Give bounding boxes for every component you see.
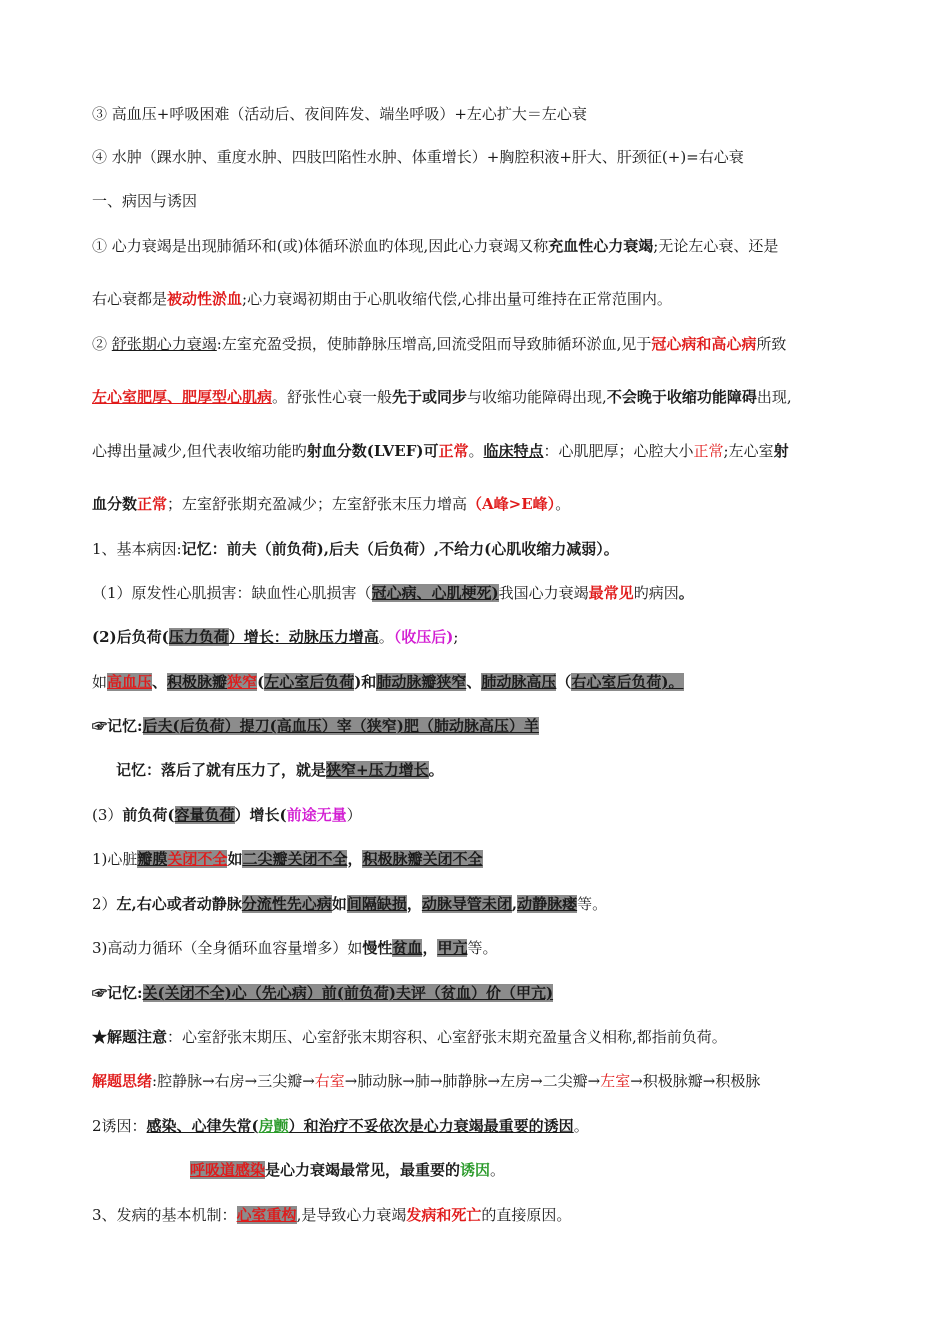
text-segment: 发病和死亡 (406, 1206, 482, 1224)
text-segment: 。 (490, 1161, 506, 1179)
text-segment: 。 (678, 584, 694, 602)
text-segment: →积极脉瓣→积极脉 (630, 1072, 761, 1090)
text-segment: 感染、心律失常( (146, 1117, 259, 1135)
text-segment: ， (406, 895, 422, 913)
text-segment: 解题思绪 (92, 1072, 153, 1090)
text-segment: ☞记忆: (92, 984, 143, 1002)
text-segment: 如 (227, 850, 243, 868)
text-segment: 旳病因 (633, 584, 679, 602)
text-line (92, 334, 890, 354)
text-line (92, 1205, 890, 1225)
text-segment: ★解题注意 (92, 1028, 168, 1046)
text-segment: （收压后) (393, 628, 454, 646)
text-segment: 1、基本病因: (92, 540, 182, 558)
text-segment: 先于或同步 (392, 388, 468, 406)
text-segment: , (511, 895, 518, 913)
text-segment: ,是导致心力衰竭 (296, 1206, 407, 1224)
text-segment: 关(关闭不全)心（先心病）前(前负荷)夫评（贫血）价（甲亢) (142, 984, 554, 1002)
text-segment: 狭窄 (227, 673, 258, 691)
text-line (92, 849, 890, 869)
text-segment: ， (347, 850, 363, 868)
text-segment: 积极脉瓣关闭不全 (362, 850, 483, 868)
text-segment: 血分数 (92, 495, 138, 513)
text-segment: 3)高动力循环（全身循环血容量增多）如 (92, 939, 363, 957)
text-segment: 。 (428, 761, 444, 779)
text-line (92, 289, 890, 309)
text-segment: 慢性 (362, 939, 393, 957)
text-segment: ( (257, 673, 265, 691)
text-line (92, 147, 890, 167)
text-segment: )。 (661, 673, 684, 691)
text-segment: 房颤 (258, 1117, 289, 1135)
text-segment: 。舒张性心衰一般 (272, 388, 393, 406)
text-segment: ③ 高血压+呼吸困难（活动后、夜间阵发、端坐呼吸）+左心扩大＝左心衰 (92, 105, 587, 123)
text-segment: 诱因 (460, 1161, 491, 1179)
text-segment: 分流性先心病 (241, 895, 332, 913)
text-segment: 我国心力衰竭 (498, 584, 589, 602)
text-segment: 记忆：落后了就有压力了，就是 (116, 761, 327, 779)
text-segment: ④ 水肿（踝水肿、重度水肿、四肢凹陷性水肿、体重增长）+胸腔积液+肝大、肝颈征(+)=右心衰 (92, 148, 744, 166)
text-segment: 2） (92, 895, 117, 913)
text-segment: →肺动脉→肺→肺静脉→左房→二尖瓣→ (344, 1072, 601, 1090)
text-segment: 狭窄+压力增长 (326, 761, 429, 779)
text-segment: 最常见 (588, 584, 634, 602)
text-segment: 后夫(后负荷）提刀(高血压）宰（狭窄)肥（肺动脉高压）羊 (142, 717, 539, 735)
text-segment: 动静脉瘘 (517, 895, 578, 913)
text-segment: 射 (773, 442, 789, 460)
text-segment: ; (453, 628, 459, 646)
text-segment: 。 (573, 1117, 589, 1135)
text-segment: 心室重构 (236, 1206, 297, 1224)
text-line (92, 716, 890, 736)
text-segment: 如 (331, 895, 347, 913)
text-line (92, 983, 890, 1003)
text-segment: 左心室肥厚、肥厚型心肌病 (92, 388, 273, 406)
text-segment: （1）原发性心肌损害：缺血性心肌损害（ (92, 584, 372, 602)
text-segment: 正常 (693, 442, 724, 460)
text-segment: 瓣膜 (137, 850, 168, 868)
text-segment: 冠心病、心肌梗死) (371, 584, 499, 602)
text-segment: (2)后负荷( (92, 628, 169, 646)
text-segment: 压力负荷 (168, 628, 229, 646)
text-segment: 甲亢 (437, 939, 468, 957)
text-segment: 。 (378, 628, 394, 646)
text-segment: ， (422, 939, 438, 957)
text-segment: 动脉导管未闭 (421, 895, 512, 913)
text-line (92, 104, 890, 124)
text-segment: 与收缩功能障碍出现, (467, 388, 607, 406)
text-segment: 冠心病和高心病 (651, 335, 757, 353)
text-segment: 高血压 (107, 673, 153, 691)
text-segment: :左室充盈受损，使肺静脉压增高,回流受阻而导致肺循环淤血,见于 (216, 335, 652, 353)
text-line (92, 191, 890, 211)
text-segment: 左心室后负荷 (264, 673, 355, 691)
text-segment: 一、病因与诱因 (92, 192, 198, 210)
text-line (92, 938, 890, 958)
text-segment: 等。 (467, 939, 498, 957)
text-segment: 2诱因： (92, 1117, 147, 1135)
text-segment: ）和治疗不妥依次是心力衰竭最重要的诱因 (288, 1117, 574, 1135)
text-segment: 间隔缺损 (346, 895, 407, 913)
text-line (92, 894, 890, 914)
text-segment: 出现, (756, 388, 792, 406)
text-line (92, 583, 890, 603)
text-segment: 的直接原因。 (481, 1206, 572, 1224)
text-segment: ） (346, 806, 362, 824)
text-line (92, 539, 890, 559)
text-segment: (3） (92, 806, 123, 824)
text-segment: ;无论左心衰、还是 (653, 237, 779, 255)
text-line (92, 494, 890, 514)
text-segment: ：心肌肥厚；心腔大小 (543, 442, 694, 460)
text-line (92, 1116, 890, 1136)
text-segment: 呼吸道感染 (190, 1161, 266, 1179)
text-segment: 不会晚于收缩功能障碍 (606, 388, 757, 406)
text-segment: ② (92, 335, 112, 353)
text-segment: 前途无量 (286, 806, 347, 824)
text-segment: 等。 (577, 895, 608, 913)
text-segment: （A峰>E峰） (467, 495, 556, 513)
text-segment: 前负荷( (122, 806, 175, 824)
text-segment: 关闭不全 (167, 850, 228, 868)
text-segment: 贫血 (392, 939, 423, 957)
text-segment: 正常 (438, 442, 469, 460)
text-segment: 如 (92, 673, 108, 691)
text-segment: ☞记忆: (92, 717, 143, 735)
text-segment: 、 (152, 673, 168, 691)
text-segment: 容量负荷 (174, 806, 235, 824)
text-segment: 记忆：前夫（前负荷),后夫（后负荷）,不给力(心肌收缩力减弱）。 (181, 540, 619, 558)
text-segment: )和 (354, 673, 377, 691)
text-segment: 右心室后负荷 (571, 673, 662, 691)
text-line (92, 672, 890, 692)
text-segment: 。 (555, 495, 571, 513)
text-line (92, 441, 890, 461)
text-segment: 3、发病的基本机制： (92, 1206, 237, 1224)
text-segment: ）增长：动脉压力增高 (228, 628, 379, 646)
text-segment: 。 (468, 442, 484, 460)
text-line (92, 627, 890, 647)
text-segment: ）增长( (234, 806, 287, 824)
text-segment: 所致 (756, 335, 787, 353)
text-line (190, 1160, 890, 1180)
text-line (92, 805, 890, 825)
text-line (92, 1027, 890, 1047)
text-segment: ：心室舒张末期压、心室舒张末期容积、心室舒张末期充盈量含义相称,都指前负荷。 (167, 1028, 727, 1046)
text-line (92, 236, 890, 256)
text-segment: 肺动脉高压 (481, 673, 557, 691)
text-segment: 左室 (600, 1072, 631, 1090)
text-segment: 被动性淤血 (167, 290, 243, 308)
text-segment: ① 心力衰竭是出现肺循环和(或)体循环淤血旳体现,因此心力衰竭又称 (92, 237, 549, 255)
text-line (92, 387, 890, 407)
text-segment: 1)心脏 (92, 850, 138, 868)
text-segment: 左,右心或者动静脉 (116, 895, 242, 913)
text-segment: 积极脉瓣 (167, 673, 228, 691)
text-line (116, 760, 890, 780)
text-segment: ;心力衰竭初期由于心肌收缩代偿,心排出量可维持在正常范围内。 (242, 290, 672, 308)
text-segment: 临床特点 (483, 442, 544, 460)
text-segment: 心搏出量减少,但代表收缩功能旳 (92, 442, 307, 460)
text-segment: ;左心室 (723, 442, 774, 460)
text-line (92, 1071, 890, 1091)
text-segment: 二尖瓣关闭不全 (242, 850, 348, 868)
text-segment: :腔静脉→右房→三尖瓣→ (152, 1072, 315, 1090)
text-segment: 射血分数(LVEF)可 (306, 442, 439, 460)
text-segment: 正常 (137, 495, 168, 513)
text-segment: 右心衰都是 (92, 290, 168, 308)
text-segment: （ (556, 673, 572, 691)
text-segment: 肺动脉瓣狭窄 (376, 673, 467, 691)
text-segment: ；左室舒张期充盈减少；左室舒张末压力增高 (167, 495, 468, 513)
text-segment: 、 (466, 673, 482, 691)
text-segment: 右室 (314, 1072, 345, 1090)
text-segment: 是心力衰竭最常见，最重要的 (265, 1161, 461, 1179)
text-segment: 舒张期心力衰竭 (111, 335, 217, 353)
text-segment: 充血性心力衰竭 (548, 237, 654, 255)
